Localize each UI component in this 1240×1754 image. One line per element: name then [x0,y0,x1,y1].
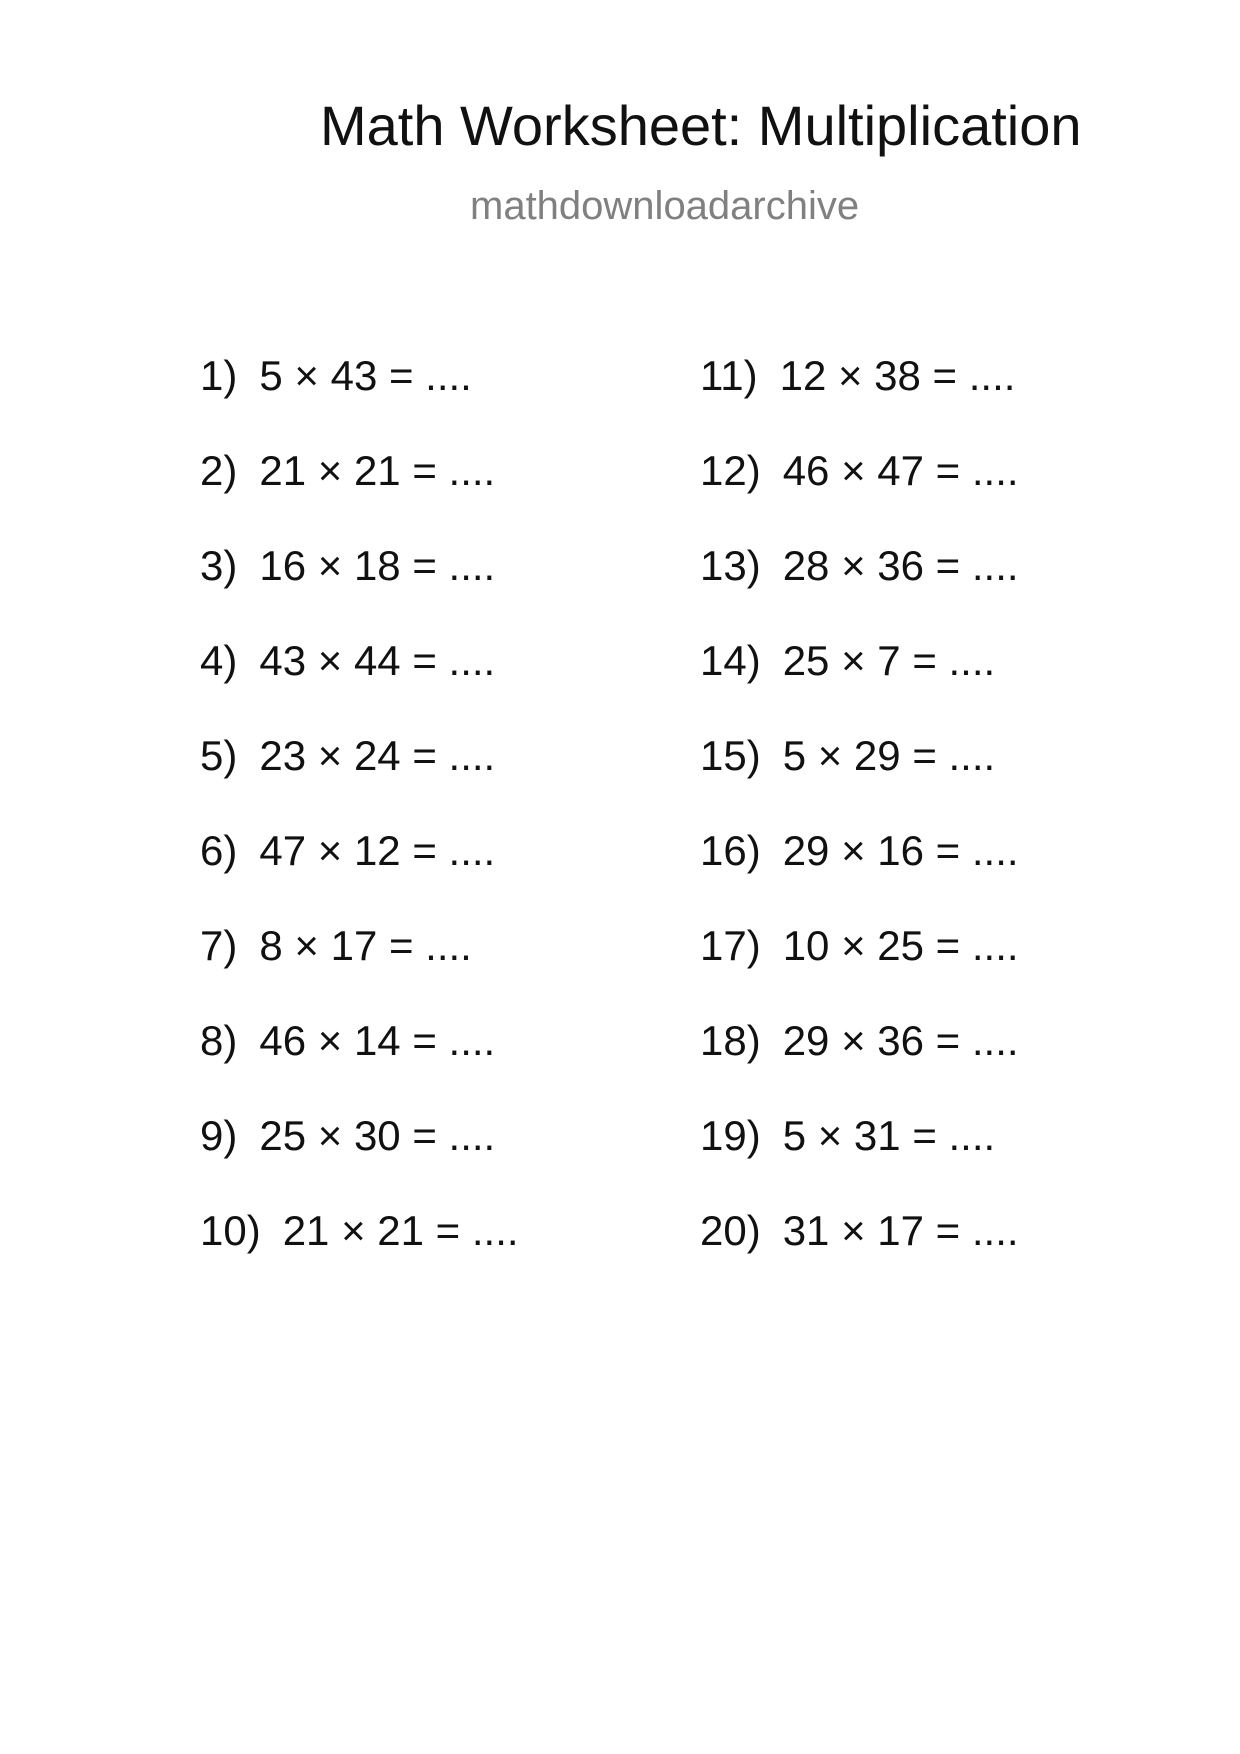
problem-number: 2) [200,447,238,494]
problem-number: 6) [200,827,238,874]
problem-item [700,447,1180,542]
problem-expression: 10 × 25 = .... [782,922,1019,969]
problem-item [200,447,680,542]
problem-item [200,1017,680,1112]
problem-number: 12) [700,447,761,494]
problem-item [200,352,680,447]
problem-item [200,1112,680,1207]
problem-item [700,542,1180,637]
problem-expression: 5 × 31 = .... [782,1112,996,1159]
problem-number: 11) [700,352,758,399]
problem-number: 9) [200,1112,238,1159]
problem-item [700,827,1180,922]
problem-expression: 43 × 44 = .... [259,637,496,684]
problem-item [200,732,680,827]
problem-item [700,732,1180,827]
problem-column-left [200,352,680,1302]
problem-expression: 25 × 7 = .... [782,637,996,684]
problem-expression: 47 × 12 = .... [259,827,496,874]
problem-expression: 21 × 21 = .... [282,1207,519,1254]
page-subtitle: mathdownloadarchive [470,184,860,228]
problem-expression: 29 × 16 = .... [782,827,1019,874]
problem-item [700,637,1180,732]
problem-expression: 31 × 17 = .... [782,1207,1019,1254]
problem-expression: 21 × 21 = .... [259,447,496,494]
problem-item [200,827,680,922]
problem-column-right [700,352,1180,1302]
problem-item [700,1112,1180,1207]
problem-number: 5) [200,732,238,779]
problem-expression: 5 × 43 = .... [259,352,472,399]
problem-expression: 25 × 30 = .... [259,1112,496,1159]
problem-number: 14) [700,637,761,684]
problem-number: 1) [200,352,238,399]
problem-item [200,1207,680,1302]
problem-number: 10) [200,1207,261,1254]
problem-expression: 23 × 24 = .... [259,732,496,779]
problem-expression: 46 × 14 = .... [259,1017,496,1064]
problem-number: 8) [200,1017,238,1064]
problem-item [700,352,1180,447]
problem-number: 15) [700,732,761,779]
problem-expression: 5 × 29 = .... [782,732,996,779]
problem-number: 20) [700,1207,761,1254]
problem-item [200,922,680,1017]
problem-item [700,1017,1180,1112]
problem-number: 17) [700,922,761,969]
problem-number: 3) [200,542,238,589]
problem-expression: 28 × 36 = .... [782,542,1019,589]
problem-number: 18) [700,1017,761,1064]
problem-number: 19) [700,1112,761,1159]
problem-expression: 12 × 38 = .... [779,352,1016,399]
problem-item [700,922,1180,1017]
problem-item [200,637,680,732]
problem-item [700,1207,1180,1302]
problem-expression: 16 × 18 = .... [259,542,496,589]
problem-number: 13) [700,542,761,589]
problem-number: 16) [700,827,761,874]
problem-number: 4) [200,637,238,684]
problem-expression: 46 × 47 = .... [782,447,1019,494]
problem-expression: 29 × 36 = .... [782,1017,1019,1064]
problem-number: 7) [200,922,238,969]
problem-item [200,542,680,637]
page-title: Math Worksheet: Multiplication [320,94,1082,157]
problem-expression: 8 × 17 = .... [259,922,472,969]
